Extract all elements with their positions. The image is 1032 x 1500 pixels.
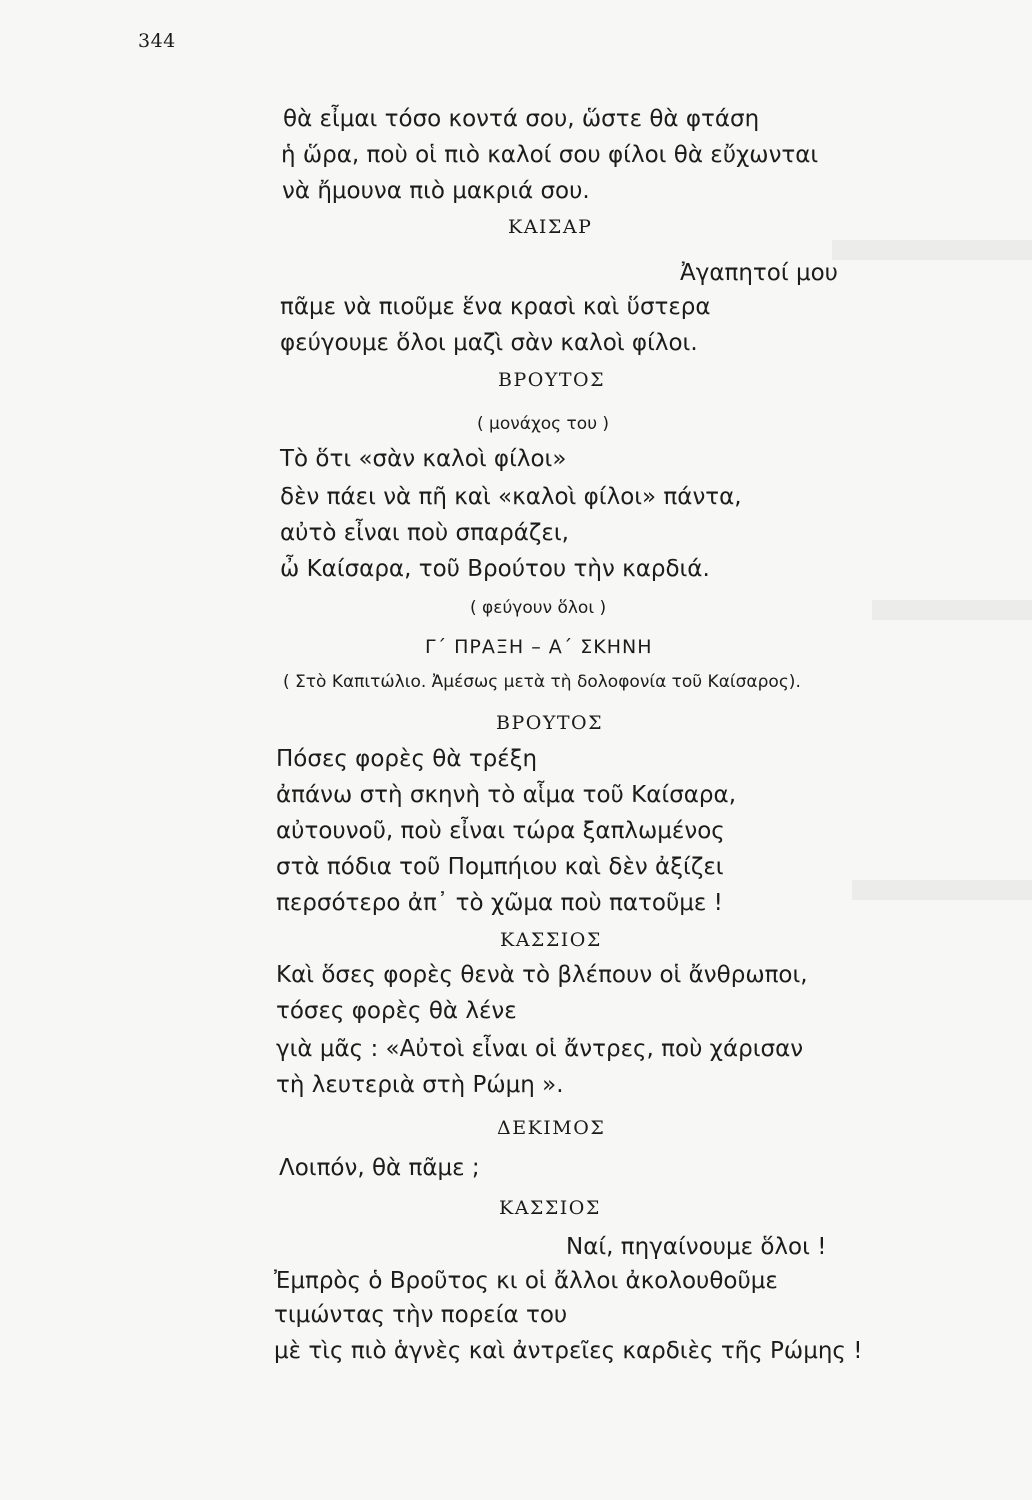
verse-line: Καὶ ὅσες φορὲς θενὰ τὸ βλέπουν οἱ ἄνθρωποι,	[276, 962, 808, 988]
verse-line: στὰ πόδια τοῦ Πομπήιου καὶ δὲν ἀξίζει	[276, 854, 724, 880]
verse-line: μὲ τὶς πιὸ ἁγνὲς καὶ ἀντρεῖες καρδιὲς τῆς Ρώμης !	[274, 1338, 863, 1364]
verse-line: αὐτὸ εἶναι ποὺ σπαράζει,	[280, 520, 569, 546]
verse-line: τιμώντας τὴν πορεία του	[274, 1302, 568, 1328]
verse-line: περσότερο ἀπ᾽ τὸ χῶμα ποὺ πατοῦμε !	[276, 890, 723, 916]
stage-direction: ( μονάχος του )	[477, 414, 610, 434]
verse-line: Ναί, πηγαίνουμε ὅλοι !	[566, 1234, 827, 1260]
verse-line: ὦ Καίσαρα, τοῦ Βρούτου τὴν καρδιά.	[280, 556, 710, 582]
verse-line: θὰ εἶμαι τόσο κοντά σου, ὥστε θὰ φτάση	[283, 106, 760, 132]
show-through-shading	[872, 600, 1032, 620]
speaker-name: ΒΡΟΥΤΟΣ	[498, 369, 606, 391]
verse-line: Ἐμπρὸς ὁ Βροῦτος κι οἱ ἄλλοι ἀκολουθοῦμε	[274, 1268, 778, 1294]
verse-line: Πόσες φορὲς θὰ τρέξη	[276, 746, 538, 772]
stage-direction: ( Στὸ Καπιτώλιο. Ἀμέσως μετὰ τὴ δολοφονία τοῦ Καίσαρος).	[283, 672, 801, 692]
verse-line: Λοιπόν, θὰ πᾶμε ;	[279, 1155, 480, 1181]
act-scene-heading: Γ΄ ΠΡΑΞΗ – Α΄ ΣΚΗΝΗ	[425, 636, 653, 658]
verse-line: Τὸ ὅτι «σὰν καλοὶ φίλοι»	[280, 446, 567, 472]
verse-line: δὲν πάει νὰ πῆ καὶ «καλοὶ φίλοι» πάντα,	[280, 484, 742, 510]
show-through-shading	[852, 880, 1032, 900]
verse-line: τὴ λευτεριὰ στὴ Ρώμη ».	[276, 1072, 564, 1098]
verse-line: πᾶμε νὰ πιοῦμε ἕνα κρασὶ καὶ ὕστερα	[280, 294, 711, 320]
speaker-name: ΚΑΣΣΙΟΣ	[499, 1197, 601, 1219]
speaker-name: ΒΡΟΥΤΟΣ	[496, 712, 604, 734]
page-number: 344	[138, 30, 176, 52]
speaker-name: ΔΕΚΙΜΟΣ	[497, 1117, 606, 1139]
speaker-name: ΚΑΣΣΙΟΣ	[500, 929, 602, 951]
verse-line: αὐτουνοῦ, ποὺ εἶναι τώρα ξαπλωμένος	[276, 818, 725, 844]
speaker-name: ΚΑΙΣΑΡ	[508, 216, 593, 238]
verse-line: γιὰ μᾶς : «Αὐτοὶ εἶναι οἱ ἄντρες, ποὺ χάρισαν	[276, 1036, 804, 1062]
stage-direction: ( φεύγουν ὅλοι )	[470, 598, 607, 618]
show-through-shading	[832, 240, 1032, 260]
verse-line: ἀπάνω στὴ σκηνὴ τὸ αἷμα τοῦ Καίσαρα,	[276, 782, 736, 808]
verse-line: Ἀγαπητοί μου	[680, 260, 838, 286]
verse-line: νὰ ἤμουνα πιὸ μακριά σου.	[282, 178, 590, 204]
verse-line: φεύγουμε ὅλοι μαζὶ σὰν καλοὶ φίλοι.	[280, 330, 698, 356]
verse-line: ἡ ὥρα, ποὺ οἱ πιὸ καλοί σου φίλοι θὰ εὔχωνται	[281, 142, 819, 168]
verse-line: τόσες φορὲς θὰ λένε	[276, 998, 517, 1024]
